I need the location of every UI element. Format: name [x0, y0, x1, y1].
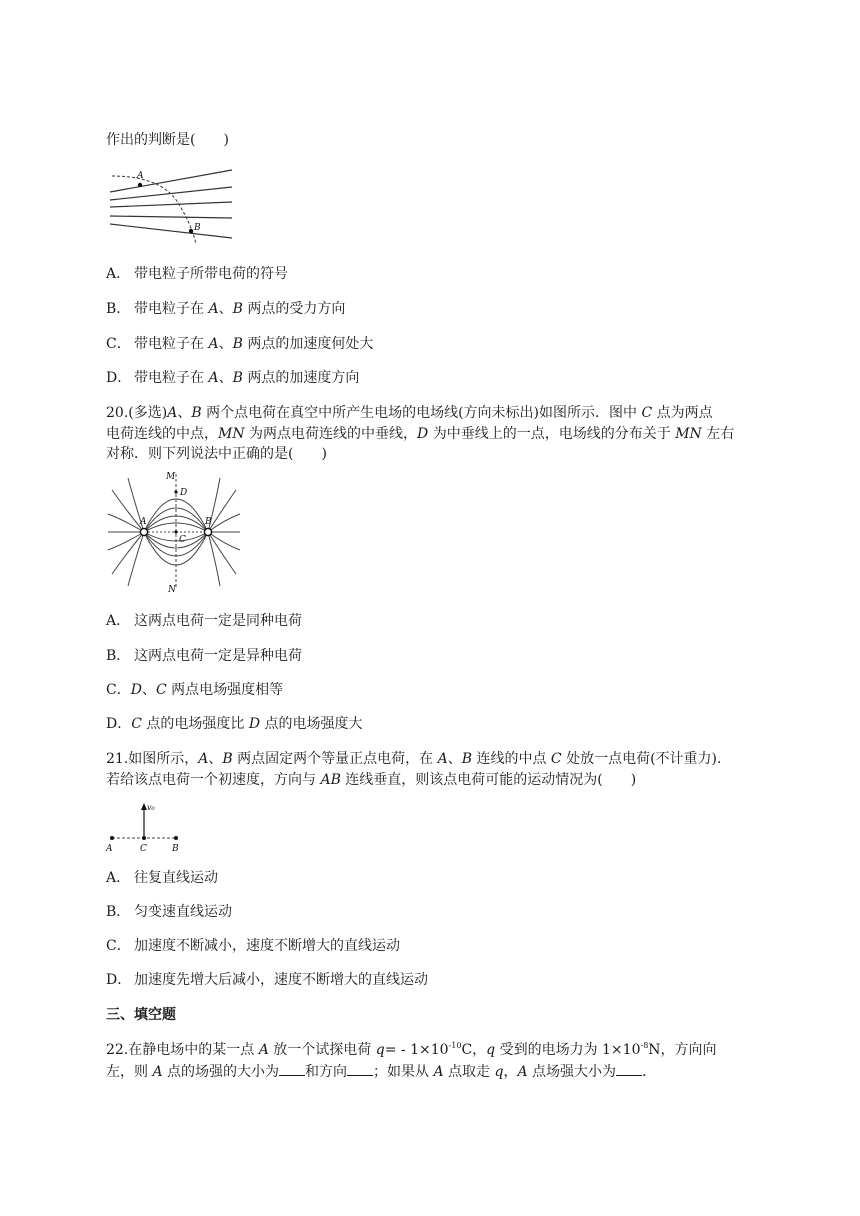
q21-charges-figure: [104, 798, 194, 854]
point-a: A: [152, 1064, 163, 1080]
q21-stem-line-1: [106, 751, 731, 767]
line-mn: MN: [218, 426, 245, 442]
q21-label-a: A: [106, 844, 113, 854]
exponent: -10: [448, 1041, 462, 1050]
option-label: C．: [106, 682, 131, 698]
point-b: B: [222, 751, 233, 767]
option-text: 这两点电荷一定是同种电荷: [134, 613, 302, 629]
option-text: 加速度不断减小，速度不断增大的直线运动: [134, 938, 400, 954]
point-b: B: [232, 370, 243, 386]
option-text: 两点电场强度相等: [166, 682, 284, 698]
answer-blank-field-strength[interactable]: [616, 1063, 642, 1076]
q20-stem-line-2: [106, 426, 734, 442]
option-text: 两点的加速度何处大: [242, 336, 374, 352]
point-a: A: [167, 405, 178, 421]
stem-text: 两个点电荷在真空中所产生电场的电场线(方向未标出)如图所示．图中: [201, 405, 642, 421]
sep: 、: [218, 370, 233, 386]
q19-label-a: A: [137, 171, 144, 181]
q21-option-c[interactable]: [106, 938, 400, 954]
option-label: B．: [106, 301, 131, 317]
point-a: A: [517, 1064, 528, 1080]
q20-option-d[interactable]: [106, 716, 363, 732]
stem-text: ；如果从: [373, 1064, 434, 1080]
point-c: C: [131, 716, 142, 732]
stem-text: 电荷连线的中点，: [106, 426, 218, 442]
answer-blank-magnitude[interactable]: [279, 1063, 305, 1076]
option-label: C．: [106, 938, 131, 954]
q21-option-d[interactable]: [106, 972, 428, 988]
q19-option-b[interactable]: [106, 301, 345, 317]
q22-stem-line-2: [106, 1063, 656, 1080]
q21-label-b: B: [172, 844, 179, 854]
sep: 、: [447, 751, 462, 767]
option-text: 匀变速直线运动: [134, 904, 232, 920]
q21-option-b[interactable]: [106, 904, 232, 920]
stem-text: 点场强大小为: [527, 1064, 617, 1080]
stem-text: 连线的中点: [472, 751, 551, 767]
point-c: C: [155, 682, 167, 698]
stem-text: C，: [461, 1042, 487, 1058]
stem-text: 受到的电场力为 1×10: [495, 1042, 641, 1058]
q20-label-d: D: [180, 488, 188, 498]
stem-text: 在静电场中的某一点: [128, 1042, 259, 1058]
option-text: 点的电场强度大: [260, 716, 363, 732]
line-mn: MN: [675, 426, 702, 442]
stem-text: 两点固定两个等量正点电荷，在: [232, 751, 438, 767]
q19-option-c[interactable]: [106, 336, 373, 352]
q19-label-b: B: [194, 223, 201, 233]
stem-text: 点取走: [443, 1064, 495, 1080]
segment-ab: AB: [320, 772, 341, 788]
stem-text: 和方向: [305, 1064, 348, 1080]
charge-q: q: [486, 1042, 496, 1058]
q20-label-n: N: [168, 585, 176, 594]
point-b: B: [232, 301, 243, 317]
stem-text: 处放一点电荷(不计重力)．: [561, 751, 732, 767]
point-a: A: [258, 1042, 269, 1058]
option-text: 这两点电荷一定是异种电荷: [134, 648, 302, 664]
stem-text: 点为两点: [652, 405, 713, 421]
q19-option-a[interactable]: [106, 266, 288, 282]
q20-label-a: A: [140, 517, 147, 527]
answer-blank-direction[interactable]: [347, 1063, 373, 1076]
point-a: A: [208, 370, 219, 386]
point-a: A: [208, 336, 219, 352]
q20-label-b: B: [205, 517, 212, 527]
stem-text: 如图所示，: [128, 751, 199, 767]
option-label: B．: [106, 648, 131, 664]
stem-text: 左，则: [106, 1064, 153, 1080]
q21-stem-line-2: [106, 772, 636, 788]
stem-text: ．: [642, 1064, 657, 1080]
option-label: D．: [106, 716, 132, 732]
option-label: A．: [106, 613, 131, 629]
point-a: A: [433, 1064, 444, 1080]
exponent: -8: [640, 1041, 649, 1050]
q20-option-b[interactable]: [106, 648, 302, 664]
stem-text: 连线垂直，则该点电荷可能的运动情况为( ): [340, 772, 637, 788]
q22-stem-line-1: [106, 1042, 717, 1058]
option-text: 带电粒子在: [134, 336, 209, 352]
q20-option-a[interactable]: [106, 613, 302, 629]
option-label: C．: [106, 336, 131, 352]
option-text: 带电粒子在: [134, 370, 209, 386]
sep: 、: [177, 405, 192, 421]
stem-text: 左右: [701, 426, 735, 442]
q21-label-v0: v₀: [147, 803, 155, 812]
point-b: B: [191, 405, 202, 421]
question-number: 22.: [106, 1042, 129, 1058]
q21-option-a[interactable]: [106, 870, 218, 886]
sep: 、: [141, 682, 156, 698]
stem-text: 为两点电荷连线的中垂线，: [244, 426, 418, 442]
point-c: C: [641, 405, 653, 421]
q20-option-c[interactable]: [106, 682, 283, 698]
q20-stem-line-1: [106, 405, 713, 421]
q20-stem-line-3: [106, 446, 327, 462]
option-text: 加速度先增大后减小，速度不断增大的直线运动: [134, 972, 428, 988]
sep: 、: [218, 301, 233, 317]
stem-text: 对称．则下列说法中正确的是( ): [106, 446, 327, 462]
stem-text: = - 1×10: [384, 1042, 449, 1058]
point-d: D: [417, 426, 429, 442]
sep: 、: [218, 336, 233, 352]
option-label: B．: [106, 904, 131, 920]
option-text: 点的电场强度比: [141, 716, 249, 732]
option-text: 带电粒子在: [134, 301, 209, 317]
q21-label-c: C: [140, 844, 147, 854]
option-label: A．: [106, 870, 131, 886]
point-a: A: [208, 301, 219, 317]
q19-option-d[interactable]: [106, 370, 359, 386]
stem-text: 为中垂线上的一点，电场线的分布关于: [428, 426, 676, 442]
q19-field-line-figure: [104, 160, 238, 246]
point-c: C: [550, 751, 562, 767]
q19-question-tail: [106, 132, 229, 148]
point-d: D: [248, 716, 261, 732]
point-d: D: [130, 682, 142, 698]
charge-q: q: [494, 1064, 504, 1080]
sep: 、: [208, 751, 223, 767]
section-heading-fill-in: 三、填空题: [106, 1007, 176, 1023]
q19-tail-text: 作出的判断是( ): [106, 132, 229, 148]
stem-text: ，: [503, 1064, 518, 1080]
stem-text: 若给该点电荷一个初速度，方向与: [106, 772, 321, 788]
question-number: 21.: [106, 751, 129, 767]
q20-label-c: C: [179, 535, 186, 545]
q20-dipole-field-figure: [104, 470, 244, 594]
stem-text: 放一个试探电荷: [268, 1042, 376, 1058]
stem-text: 点的场强的大小为: [162, 1064, 280, 1080]
point-a: A: [198, 751, 209, 767]
option-text: 两点的受力方向: [242, 301, 346, 317]
point-a: A: [437, 751, 448, 767]
point-b: B: [232, 336, 243, 352]
option-text: 带电粒子所带电荷的符号: [134, 266, 288, 282]
option-text: 往复直线运动: [134, 870, 218, 886]
option-label: D．: [106, 972, 132, 988]
option-text: 两点的加速度方向: [242, 370, 360, 386]
question-number: 20.(多选): [106, 405, 168, 421]
stem-text: N，方向向: [648, 1042, 717, 1058]
option-label: D．: [106, 370, 132, 386]
option-label: A．: [106, 266, 131, 282]
q20-label-m: M: [166, 472, 176, 482]
point-b: B: [461, 751, 473, 767]
charge-q: q: [375, 1042, 385, 1058]
